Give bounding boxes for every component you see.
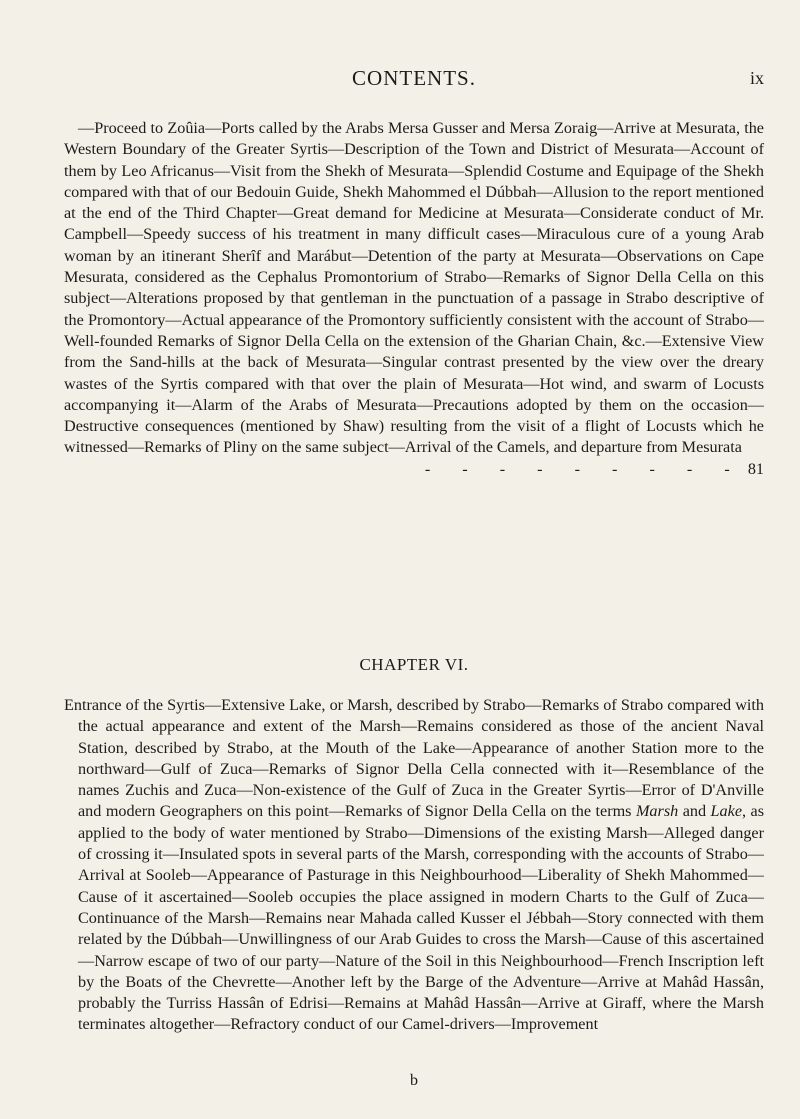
page-reference-number: 81 (747, 459, 764, 478)
chapter-summary-text-part2: , as applied to the body of water mentioned by Strabo—Dimensions of the existing Marsh—Alleged danger of crossing it—Insulated spots in several parts of the Marsh, corresponding with the accounts of Strabo—Arrival at Sooleb—Appearance of Pasturage in this Neighbourhood—Liberality of Shekh Mahommed—Cause of it ascertained—Sooleb occupies the place assigned in modern Charts to the Gulf of Zuca—Continuance of the Marsh—Remains near Mahada called Kusser el Jébbah—Story connected with them related by the Dúbbah—Unwillingness of our Arab Guides to cross the Marsh—Cause of this ascertained—Narrow escape of two of our party—Nature of the Soil in this Neighbourhood—French Inscription left by the Boats of the Chevrette—Another left by the Barge of the Adventure—Arrive at Mahâd Hassân, probably the Turriss Hassân of Edrisi—Remains at Mahâd Hassân—Arrive at Giraff, where the Marsh terminates altogether—Refractory conduct of our Camel-drivers—Improvement (78, 802, 765, 1034)
running-head (64, 66, 764, 96)
page-number: ix (749, 68, 764, 88)
page-reference (411, 459, 764, 480)
italic-term-lake: Lake (710, 802, 743, 821)
chapter-summary (64, 695, 764, 1036)
contents-entry-continued (64, 118, 764, 480)
running-title: CONTENTS. (352, 66, 476, 90)
dot-leader: - - - - - - - - - (424, 459, 744, 478)
chapter-summary-conjunction: and (678, 802, 711, 821)
chapter-summary-text-part1: Entrance of the Syrtis—Extensive Lake, or Marsh, described by Strabo—Remarks of Strabo compared with the actual appearance and extent of the Marsh—Remains considered as those of the ancient Naval Station, described by Strabo, at the Mouth of the Lake—Appearance of another Station more to the northward—Gulf of Zuca—Remarks of Signor Della Cella connected with it—Resemblance of the names Zuchis and Zuca—Non-existence of the Gulf of Zuca in the Greater Syrtis—Error of D'Anville and modern Geographers on this point—Remarks of Signor Della Cella on the terms (64, 696, 764, 821)
italic-term-marsh: Marsh (635, 802, 679, 821)
contents-entry-text: —Proceed to Zoûia—Ports called by the Arabs Mersa Gusser and Mersa Zoraig—Arrive at Mesurata, the Western Boundary of the Greater Syrtis—Description of the Town and District of Mesurata—Account of them by Leo Africanus—Visit from the Shekh of Mesurata—Splendid Costume and Equipage of the Shekh compared with that of our Bedouin Guide, Shekh Mahommed el Dúbbah—Allusion to the report mentioned at the end of the Third Chapter—Great demand for Medicine at Mesurata—Considerate conduct of Mr. Campbell—Speedy success of his treatment in many difficult cases—Miraculous cure of a young Arab woman by an itinerant Sherîf and Marábut—Detention of the party at Mesurata—Observations on Cape Mesurata, considered as the Cephalus Promontorium of Strabo—Remarks of Signor Della Cella on this subject—Alterations proposed by that gentleman in the punctuation of a passage in Strabo descriptive of the Promontory—Actual appearance of the Promontory sufficiently consistent with the account of Strabo—Well-founded Remarks of Signor Della Cella on the extension of the Gharian Chain, &c.—Extensive View from the Sand-hills at the back of Mesurata—Singular contrast presented by the view over the dreary wastes of the Syrtis compared with that over the plain of Mesurata—Hot wind, and swarm of Locusts accompanying it—Alarm of the Arabs of Mesurata—Precautions adopted by them on the occasion—Destructive consequences (mentioned by Shaw) resulting from the visit of a flight of Locusts which he witnessed—Remarks of Pliny on the same subject—Arrival of the Camels, and departure from Mesurata (64, 119, 764, 457)
chapter-heading: CHAPTER VI. (359, 655, 469, 674)
signature-mark: b (410, 1072, 418, 1089)
